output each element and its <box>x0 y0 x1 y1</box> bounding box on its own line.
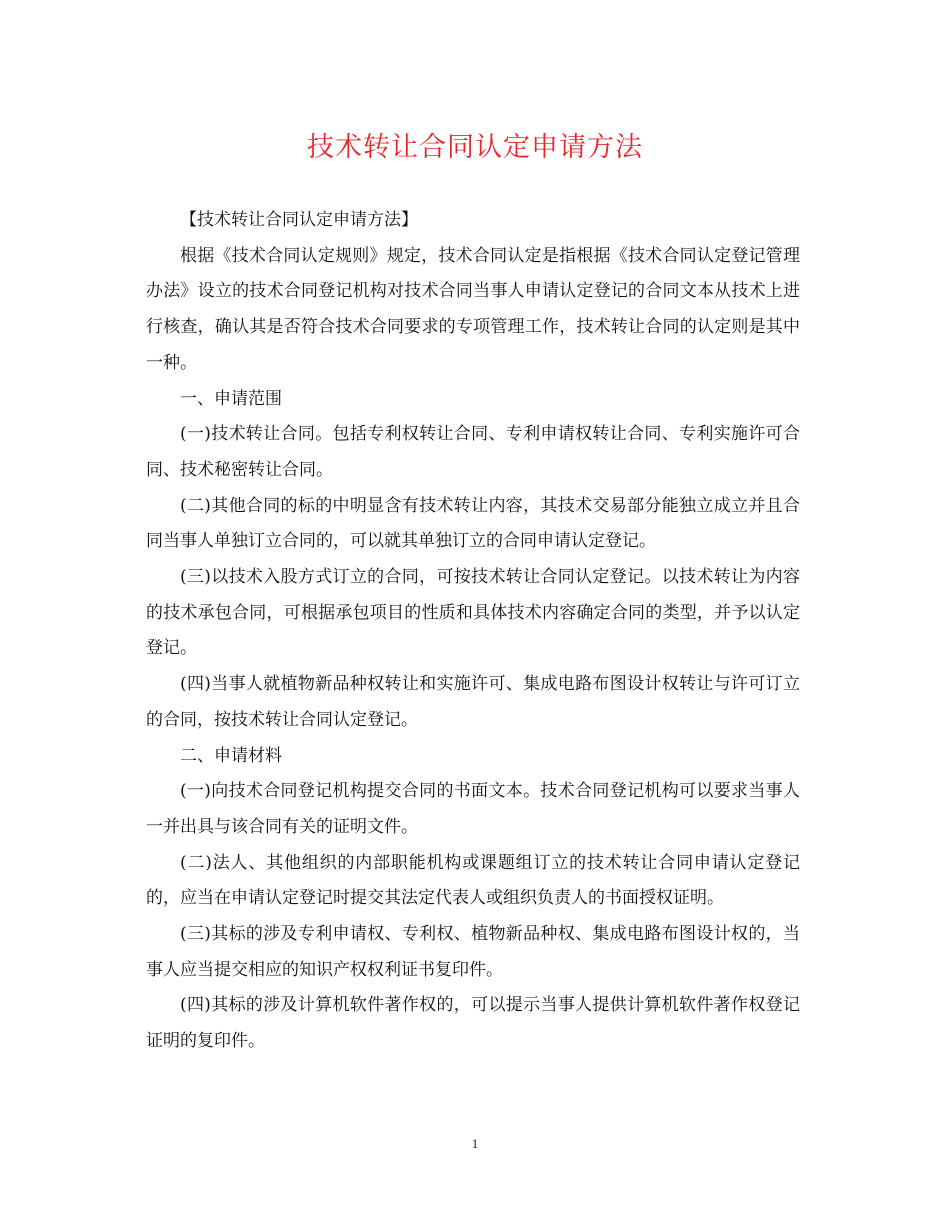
paragraph: (三)以技术入股方式订立的合同，可按技术转让合同认定登记。以技术转让为内容的技术承包合同，可根据承包项目的性质和具体技术内容确定合同的类型，并予以认定登记。 <box>146 567 800 659</box>
paragraph: (四)当事人就植物新品种权转让和实施许可、集成电路布图设计权转让与许可订立的合同，按技术转让合同认定登记。 <box>146 674 800 730</box>
paragraph: (四)其标的涉及计算机软件著作权的，可以提示当事人提供计算机软件著作权登记证明的复印件。 <box>146 995 800 1052</box>
section-heading: 一、申请范围 <box>180 388 282 409</box>
paragraph: (三)其标的涉及专利申请权、专利权、植物新品种权、集成电路布图设计权的，当事人应当提交相应的知识产权权利证书复印件。 <box>146 924 800 980</box>
page-number: 1 <box>471 1136 479 1151</box>
paragraph: 根据《技术合同认定规则》规定，技术合同认定是指根据《技术合同认定登记管理办法》设立的技术合同登记机构对技术合同当事人申请认定登记的合同文本从技术上进行核查，确认其是否符合技术合同要求的专项管理工作，技术转让合同的认定则是其中一种。 <box>146 245 800 373</box>
section-heading: 【技术转让合同认定申请方法】 <box>180 210 418 230</box>
paragraph: (二)其他合同的标的中明显含有技术转让内容，其技术交易部分能独立成立并且合同当事人单独订立合同的，可以就其单独订立的合同申请认定登记。 <box>146 495 800 552</box>
paragraph: (二)法人、其他组织的内部职能机构或课题组订立的技术转让合同申请认定登记的，应当在申请认定登记时提交其法定代表人或组织负责人的书面授权证明。 <box>146 852 800 909</box>
paragraph: (一)技术转让合同。包括专利权转让合同、专利申请权转让合同、专利实施许可合同、技术秘密转让合同。 <box>146 424 800 480</box>
section-heading: 二、申请材料 <box>180 745 282 766</box>
document-title: 技术转让合同认定申请方法 <box>307 132 643 163</box>
document-body <box>146 203 800 1060</box>
paragraph: (一)向技术合同登记机构提交合同的书面文本。技术合同登记机构可以要求当事人一并出具与该合同有关的证明文件。 <box>146 781 800 837</box>
